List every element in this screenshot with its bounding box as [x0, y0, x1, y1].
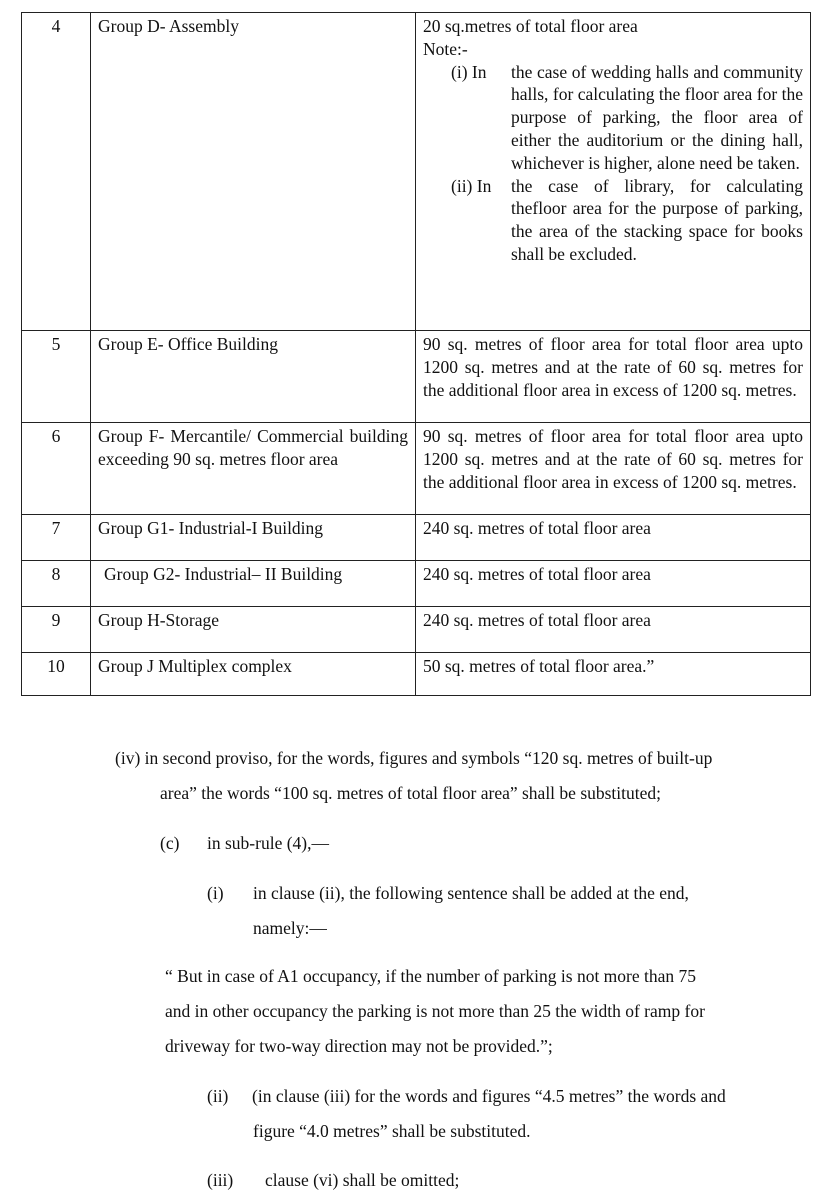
requirement-cell: 240 sq. metres of total floor area [416, 515, 811, 561]
occupancy-cell: Group E- Office Building [91, 331, 416, 423]
requirement-cell: 240 sq. metres of total floor area [416, 607, 811, 653]
clause-ii-line1: (in clause (iii) for the words and figures “4.5 metres” the words and [252, 1086, 726, 1106]
requirement-text: 20 sq.metres of total floor area [423, 16, 638, 36]
occupancy-cell: Group G2- Industrial– II Building [91, 561, 416, 607]
table-row [22, 423, 811, 515]
row-number: 4 [22, 13, 91, 331]
occupancy-cell: Group J Multiplex complex [91, 653, 416, 696]
requirement-cell: 50 sq. metres of total floor area.” [416, 653, 811, 696]
note-item [423, 61, 803, 175]
clause-c-text: in sub-rule (4),— [207, 833, 329, 853]
requirement-cell: 240 sq. metres of total floor area [416, 561, 811, 607]
row-number: 6 [22, 423, 91, 515]
note-text: the case of wedding halls and community halls, for calculating the floor area for the purpose of parking, the floor area of either the auditorium or the dining hall, whichever is higher, alone need be taken. [511, 61, 803, 173]
requirement-cell [416, 13, 811, 331]
table-row [22, 653, 811, 696]
table-row [22, 13, 811, 331]
table-row [22, 515, 811, 561]
occupancy-cell: Group H-Storage [91, 607, 416, 653]
note-text: the case of library, for calculating thefloor area for the purpose of parking, the area of the stacking space for books shall be excluded. [511, 175, 803, 264]
note-label: (i) In [451, 61, 487, 82]
requirement-cell: 90 sq. metres of floor area for total floor area upto 1200 sq. metres and at the rate of 60 sq. metres for the additional floor area in excess of 1200 sq. metres. [416, 331, 811, 423]
occupancy-cell: Group G1- Industrial-I Building [91, 515, 416, 561]
note-item [423, 175, 803, 266]
table-row [22, 331, 811, 423]
note-label: (ii) In [451, 175, 492, 196]
parking-requirements-table [21, 12, 811, 696]
row-number: 5 [22, 331, 91, 423]
clause-i-line2: namely:— [253, 918, 327, 938]
table-row [22, 561, 811, 607]
clause-i-label: (i) [207, 883, 224, 903]
clause-ii-label: (ii) [207, 1086, 229, 1106]
clause-ii-line2: figure “4.0 metres” shall be substituted. [253, 1121, 531, 1141]
occupancy-cell: Group F- Mercantile/ Commercial building exceeding 90 sq. metres floor area [91, 423, 416, 515]
row-number: 9 [22, 607, 91, 653]
clause-c-label: (c) [160, 833, 180, 853]
requirement-cell: 90 sq. metres of floor area for total floor area upto 1200 sq. metres and at the rate of 60 sq. metres for the additional floor area in excess of 1200 sq. metres. [416, 423, 811, 515]
quote-line3: driveway for two-way direction may not be provided.”; [165, 1036, 553, 1056]
row-number: 10 [22, 653, 91, 696]
clause-iii-label: (iii) [207, 1170, 234, 1190]
clause-i-line1: in clause (ii), the following sentence shall be added at the end, [253, 883, 689, 903]
clause-iii-text: clause (vi) shall be omitted; [265, 1170, 460, 1190]
note-heading: Note:- [423, 38, 468, 59]
clause-iv-line1: (iv) in second proviso, for the words, figures and symbols “120 sq. metres of built-up [115, 748, 713, 768]
quote-line1: “ But in case of A1 occupancy, if the number of parking is not more than 75 [165, 966, 697, 986]
clause-iv-line2: area” the words “100 sq. metres of total floor area” shall be substituted; [160, 783, 662, 803]
row-number: 7 [22, 515, 91, 561]
row-number: 8 [22, 561, 91, 607]
table-row [22, 607, 811, 653]
occupancy-cell: Group D- Assembly [91, 13, 416, 331]
quote-line2: and in other occupancy the parking is not more than 25 the width of ramp for [165, 1001, 705, 1021]
